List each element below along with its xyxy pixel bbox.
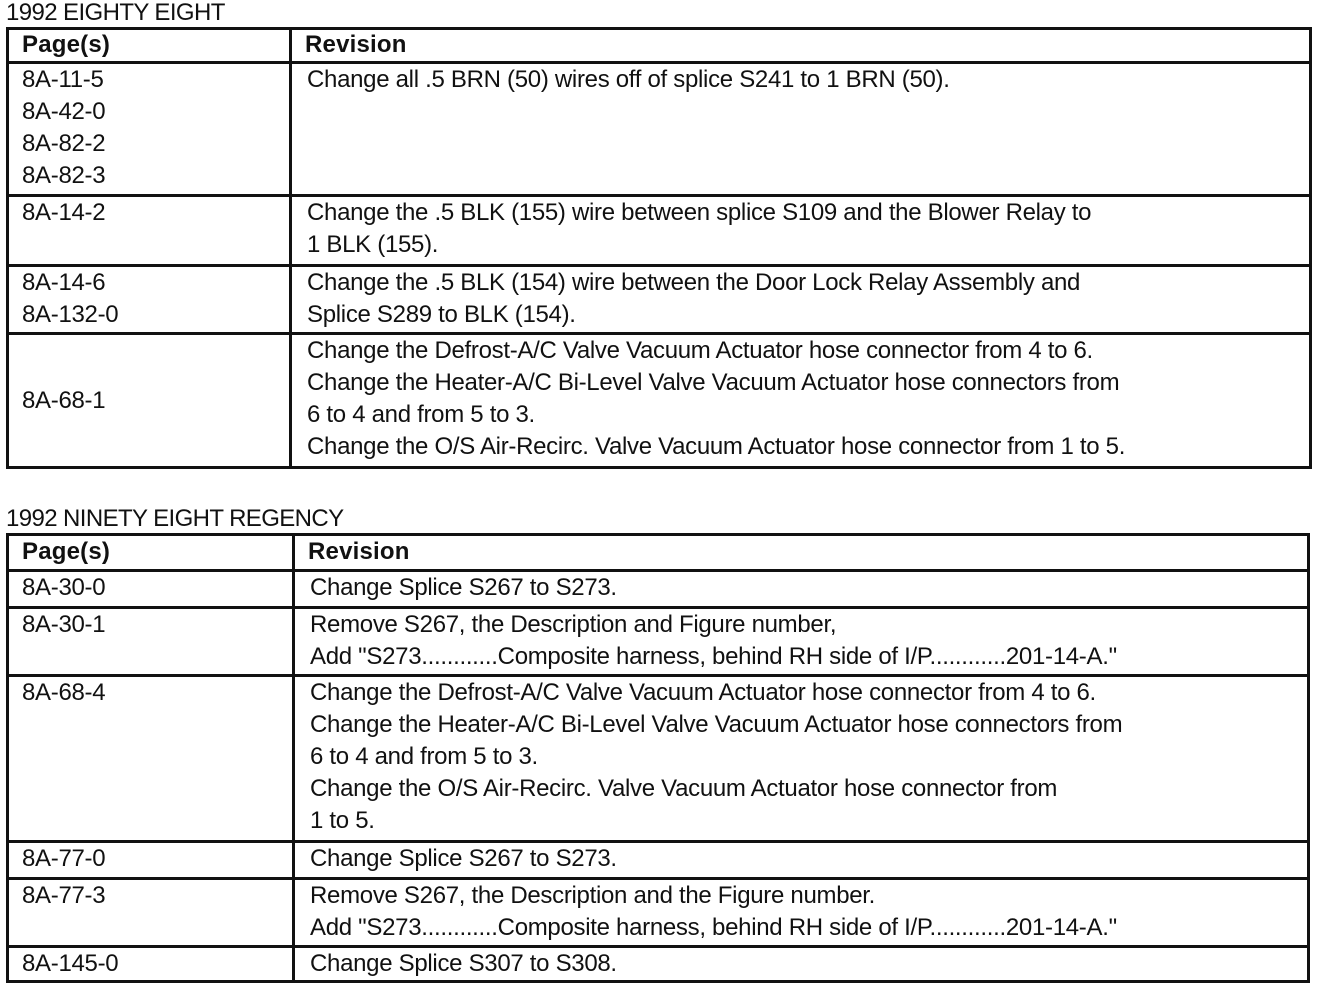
section-eighty-eight bbox=[6, 0, 1312, 469]
section-title: 1992 NINETY EIGHT REGENCY bbox=[6, 505, 344, 532]
pages-cell: 8A-68-4 bbox=[8, 676, 294, 842]
pages-cell: 8A-30-0 bbox=[8, 571, 294, 608]
pages-cell: 8A-11-5 8A-42-0 8A-82-2 8A-82-3 bbox=[8, 63, 291, 196]
table-row bbox=[8, 196, 1311, 266]
table-row bbox=[8, 571, 1309, 608]
revision-cell: Change Splice S307 to S308. bbox=[294, 947, 1309, 982]
pages-cell: 8A-68-1 bbox=[8, 334, 291, 468]
revision-cell: Change the Defrost-A/C Valve Vacuum Actuator hose connector from 4 to 6. Change the Heater-A/C Bi-Level Valve Vacuum Actuator hose connectors from 6 to 4 and from 5 to 3. Change the O/S Air-Recirc. Valve Vacuum Actuator hose connector from 1 to 5. bbox=[294, 676, 1309, 842]
column-header-pages: Page(s) bbox=[8, 535, 294, 571]
section-ninety-eight-regency bbox=[6, 506, 1310, 983]
column-header-revision: Revision bbox=[294, 535, 1309, 571]
pages-cell: 8A-14-2 bbox=[8, 196, 291, 266]
pages-cell: 8A-14-6 8A-132-0 bbox=[8, 266, 291, 334]
revision-cell: Change the Defrost-A/C Valve Vacuum Actuator hose connector from 4 to 6. Change the Heater-A/C Bi-Level Valve Vacuum Actuator hose connectors from 6 to 4 and from 5 to 3. Change the O/S Air-Recirc. Valve Vacuum Actuator hose connector from 1 to 5. bbox=[291, 334, 1311, 468]
pages-cell: 8A-77-3 bbox=[8, 879, 294, 947]
revision-table bbox=[6, 533, 1310, 983]
revision-cell: Change the .5 BLK (155) wire between splice S109 and the Blower Relay to 1 BLK (155). bbox=[291, 196, 1311, 266]
table-row bbox=[8, 676, 1309, 842]
revision-cell: Change Splice S267 to S273. bbox=[294, 571, 1309, 608]
pages-cell: 8A-30-1 bbox=[8, 608, 294, 676]
pages-cell: 8A-77-0 bbox=[8, 842, 294, 879]
table-header-row bbox=[8, 535, 1309, 571]
revision-cell: Remove S267, the Description and Figure number, Add "S273............Composite harness, behind RH side of I/P............201-14-A." bbox=[294, 608, 1309, 676]
section-title: 1992 EIGHTY EIGHT bbox=[6, 0, 225, 26]
revision-cell: Remove S267, the Description and the Figure number. Add "S273............Composite harness, behind RH side of I/P............201-14-A." bbox=[294, 879, 1309, 947]
column-header-pages: Page(s) bbox=[8, 29, 291, 63]
revision-table bbox=[6, 27, 1312, 469]
column-header-revision: Revision bbox=[291, 29, 1311, 63]
table-row bbox=[8, 334, 1311, 468]
table-row bbox=[8, 63, 1311, 196]
pages-cell: 8A-145-0 bbox=[8, 947, 294, 982]
revision-cell: Change all .5 BRN (50) wires off of splice S241 to 1 BRN (50). bbox=[291, 63, 1311, 196]
revision-cell: Change the .5 BLK (154) wire between the Door Lock Relay Assembly and Splice S289 to BLK (154). bbox=[291, 266, 1311, 334]
table-row bbox=[8, 842, 1309, 879]
table-header-row bbox=[8, 29, 1311, 63]
table-row bbox=[8, 879, 1309, 947]
revision-cell: Change Splice S267 to S273. bbox=[294, 842, 1309, 879]
table-row bbox=[8, 266, 1311, 334]
table-row bbox=[8, 608, 1309, 676]
table-row bbox=[8, 947, 1309, 982]
